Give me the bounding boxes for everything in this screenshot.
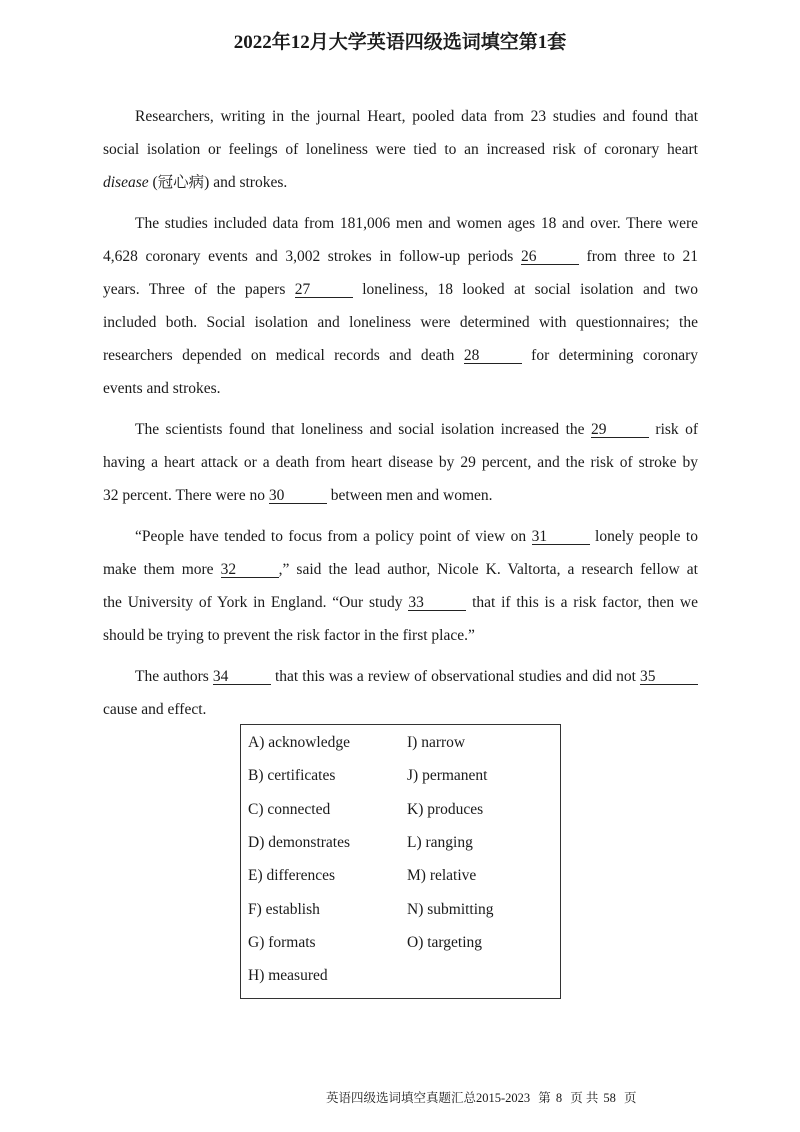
word-option: E) differences: [248, 867, 336, 885]
text-line: [103, 520, 698, 553]
text-line: [103, 339, 698, 372]
text-run: should be trying to prevent the risk factor in the first place.”: [103, 627, 475, 644]
blank-26: 26: [521, 249, 579, 265]
word-option: A) acknowledge: [248, 734, 350, 751]
paragraph: [103, 100, 698, 199]
text-run: risk of: [648, 421, 699, 438]
text-run: that if this is a risk factor, then we: [466, 594, 699, 611]
blank-32: 32: [221, 562, 279, 578]
text-line: [103, 586, 698, 619]
footer-page-mid: 页 共: [570, 1091, 599, 1105]
text-run: from three to 21: [578, 248, 698, 265]
blank-29: 29: [591, 422, 649, 438]
blank-33: 33: [408, 595, 466, 611]
italic-text: disease: [103, 174, 149, 191]
text-line: [103, 660, 698, 693]
blank-27: 27: [295, 282, 353, 298]
text-line: [103, 207, 698, 240]
word-option: I) narrow: [407, 734, 466, 751]
text-line: [103, 413, 698, 446]
text-run: The scientists found that loneliness and social isolation increased the: [135, 421, 591, 438]
paragraph: [103, 207, 698, 405]
word-option: J) permanent: [407, 767, 488, 785]
footer-total-pages: 58: [603, 1091, 616, 1105]
footer-page-suffix: 页: [623, 1091, 637, 1105]
text-run: 32 percent. There were no: [103, 487, 269, 504]
blank-30: 30: [269, 488, 327, 504]
text-run: “People have tended to focus from a policy point of view on: [135, 528, 532, 545]
text-run: between men and women.: [326, 487, 493, 504]
text-line: [103, 693, 698, 726]
text-line: [103, 479, 698, 512]
text-run: the University of York in England. “Our study: [103, 594, 409, 611]
text-line: [103, 100, 698, 133]
word-option: N) submitting: [407, 900, 494, 918]
text-run: lonely people to: [589, 528, 698, 545]
text-run: make them more: [103, 561, 221, 578]
text-run: cause and effect.: [103, 701, 207, 718]
blank-31: 31: [532, 529, 590, 545]
word-option: O) targeting: [407, 933, 483, 951]
text-run: having a heart attack or a death from heart disease by 29 percent, and the risk of stroke by: [103, 454, 698, 471]
text-run: researchers depended on medical records and death: [103, 347, 464, 364]
word-option: D) demonstrates: [248, 833, 351, 851]
text-run: loneliness, 18 looked at social isolation and two: [352, 281, 698, 298]
blank-28: 28: [464, 348, 522, 364]
text-line: [103, 306, 698, 339]
text-run: The authors: [135, 668, 213, 685]
text-run: (冠心病) and strokes.: [148, 174, 288, 191]
footer-page-number: 8: [555, 1091, 563, 1105]
text-line: [103, 553, 698, 586]
text-line: [103, 446, 698, 479]
text-run: The studies included data from 181,006 men and women ages 18 and over. There were: [135, 215, 698, 232]
text-line: [103, 240, 698, 273]
word-option: L) ranging: [407, 833, 473, 851]
text-run: included both. Social isolation and loneliness were determined with questionnaires; the: [103, 314, 698, 331]
blank-35: 35: [640, 669, 698, 685]
text-run: that this was a review of observational studies and did not: [270, 668, 640, 685]
word-option: C) connected: [248, 800, 331, 818]
word-option: F) establish: [248, 900, 320, 918]
text-line: [103, 273, 698, 306]
text-run: 4,628 coronary events and 3,002 strokes in follow-up periods: [103, 248, 521, 265]
text-run: for determining coronary: [521, 347, 698, 364]
text-run: ,” said the lead author, Nicole K. Valtorta, a research fellow at: [278, 561, 698, 578]
word-option: H) measured: [248, 967, 328, 985]
blank-34: 34: [213, 669, 271, 685]
footer-page-prefix: 第: [538, 1091, 551, 1105]
word-option: G) formats: [248, 933, 316, 951]
passage: [103, 100, 698, 734]
text-line: [103, 166, 698, 199]
word-option: M) relative: [407, 867, 477, 885]
paragraph: [103, 660, 698, 726]
text-line: [103, 619, 698, 652]
page-footer: [326, 1088, 641, 1106]
word-option: K) produces: [407, 800, 484, 818]
paragraph: [103, 520, 698, 652]
text-run: Researchers, writing in the journal Heart, pooled data from 23 studies and found that: [135, 108, 698, 125]
text-line: [103, 372, 698, 405]
footer-collection: 英语四级选词填空真题汇总2015-2023: [326, 1091, 531, 1105]
text-run: years. Three of the papers: [103, 281, 295, 298]
page-title: 2022年12月大学英语四级选词填空第1套: [233, 32, 567, 53]
paragraph: [103, 413, 698, 512]
word-option: B) certificates: [248, 767, 336, 785]
word-bank: [240, 724, 561, 999]
text-run: events and strokes.: [103, 380, 221, 397]
text-run: social isolation or feelings of loneliness were tied to an increased risk of coronary heart: [103, 141, 698, 158]
text-line: [103, 133, 698, 166]
